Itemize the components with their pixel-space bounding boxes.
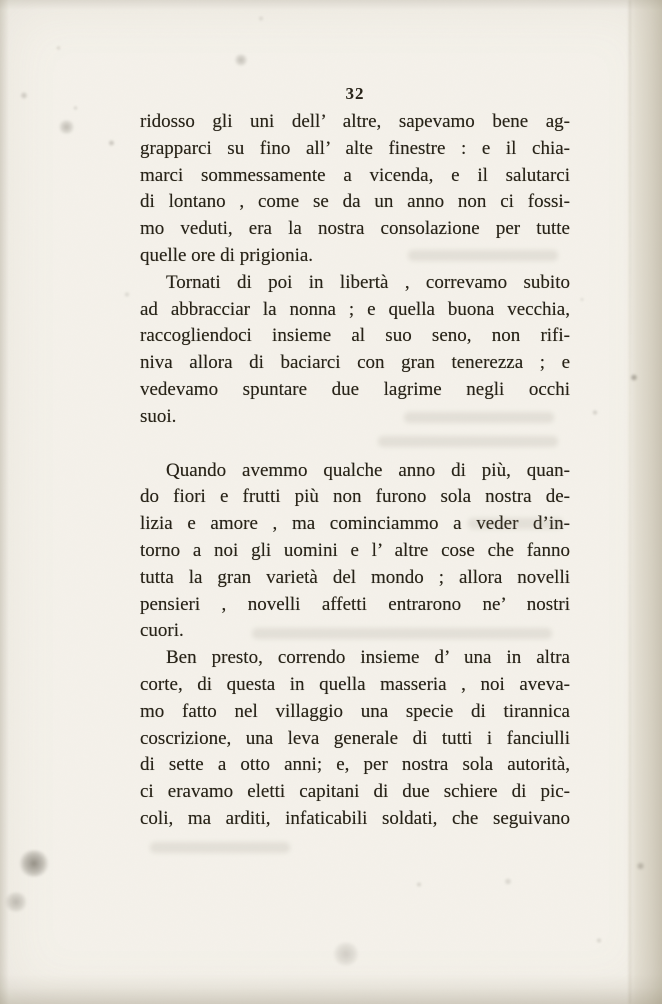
text-line: torno a noi gli uomini e l’ altre cose che fanno [140,539,570,561]
text-line: mo fatto nel villaggio una specie di tirannica [140,700,570,722]
text-line: coscrizione, una leva generale di tutti i fanciulli [140,727,570,749]
page-edge-left-shadow [0,0,9,1004]
foxing-stain [636,862,645,870]
text-line: niva allora di baciarci con gran tenerezza ; e [140,352,570,374]
bleed-through-text-shadow [150,842,290,853]
page-edge-right-shadow [626,0,662,1004]
text-line: di lontano , come se da un anno non ci fossi- [140,191,570,213]
foxing-stain [504,878,512,885]
foxing-stain [124,292,130,297]
foxing-stain [56,46,61,50]
paragraph [140,270,570,431]
foxing-stain [58,120,75,134]
text-line: grapparci su fino all’ alte finestre : e il chia- [140,137,570,159]
text-line: corte, di questa in quella masseria , noi aveva- [140,673,570,695]
paragraph [140,109,570,270]
foxing-stain [20,92,28,99]
foxing-stain [332,942,360,966]
foxing-stain [630,374,638,381]
foxing-stain [4,892,28,912]
text-line: ci eravamo eletti capitani di due schiere di pic- [140,781,570,803]
text-line: raccogliendoci insieme al suo seno, non rifi- [140,325,570,347]
page-number: 32 [345,84,365,103]
text-line: pensieri , novelli affetti entrarono ne’ nostri [140,593,570,615]
page-edge-top-shadow [0,0,662,10]
page-content [140,84,570,833]
text-line: mo veduti, era la nostra consolazione per tutte [140,218,570,240]
page-edge-bottom-shadow [0,974,662,1004]
text-line: coli, ma arditi, infaticabili soldati, che seguivano [140,807,570,829]
foxing-stain [592,410,598,415]
text-line: di sette a otto anni; e, per nostra sola autorità, [140,754,570,776]
foxing-stain [18,850,50,877]
text-line: cuori. [140,620,184,642]
page-edge-crease [629,0,631,1004]
paragraph [140,458,570,646]
text-line: Ben presto, correndo insieme d’ una in altra [166,647,570,669]
foxing-stain [416,882,422,887]
text-block [140,109,570,833]
text-line: lizia e amore , ma cominciammo a veder d’in- [140,513,570,535]
text-line: ridosso gli uni dell’ altre, sapevamo bene ag- [140,111,570,132]
text-line: Quando avemmo qualche anno di più, quan- [166,459,570,481]
text-line: vedevamo spuntare due lagrime negli occhi [140,378,570,400]
text-line: do fiori e frutti più non furono sola nostra de- [140,486,570,508]
foxing-stain [234,54,248,66]
text-line: suoi. [140,405,177,427]
text-line: ad abbracciar la nonna ; e quella buona vecchia, [140,298,570,320]
paragraph [140,645,570,833]
text-line: quelle ore di prigionia. [140,244,314,266]
text-line: tutta la gran varietà del mondo ; allora novelli [140,566,570,588]
text-line: marci sommessamente a vicenda, e il salutarci [140,164,570,186]
foxing-stain [258,16,264,21]
foxing-stain [108,140,115,146]
foxing-stain [580,298,584,301]
foxing-stain [596,938,602,943]
foxing-stain [73,106,78,110]
text-line: Tornati di poi in libertà , correvamo subito [166,271,570,293]
